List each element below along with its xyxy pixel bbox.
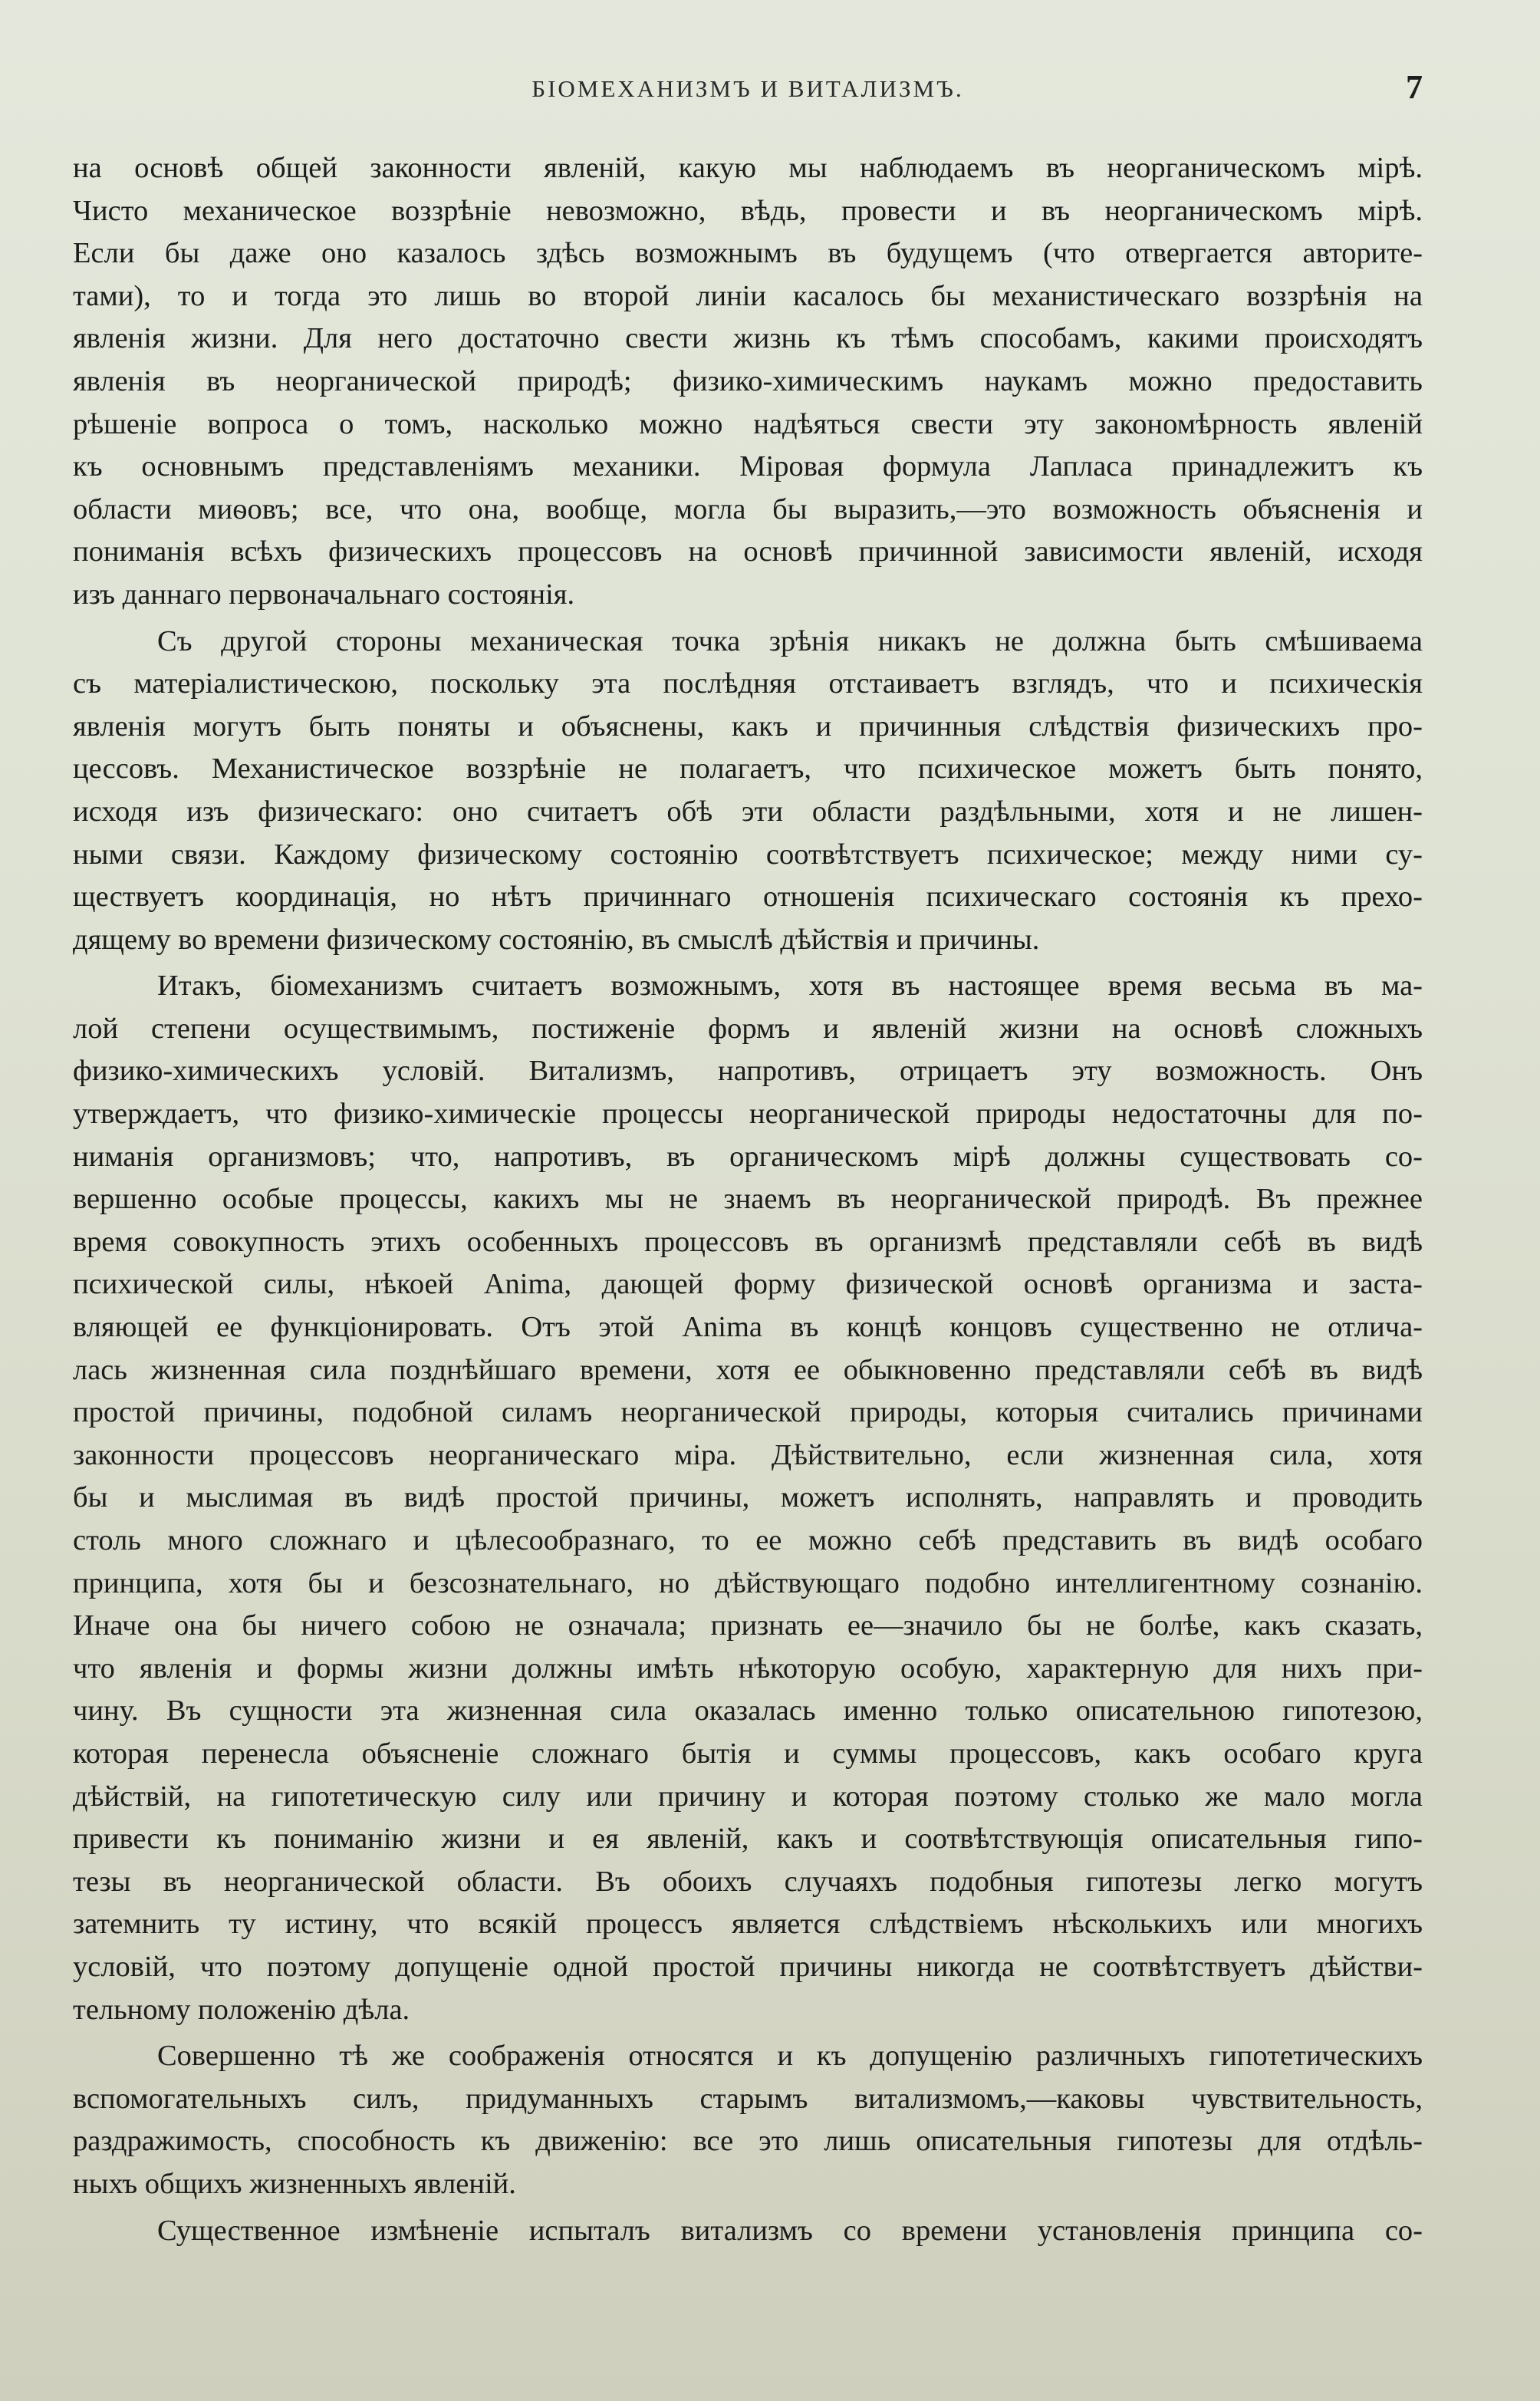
text-line: вершенно особые процессы, какихъ мы не знаемъ въ неорганической природѣ. Въ прежнее: [73, 1183, 1423, 1216]
text-line: Если бы даже оно казалось здѣсь возможнымъ въ будущемъ (что отвергается авторите-: [73, 237, 1423, 270]
text-line: физико-химическихъ условій. Витализмъ, напротивъ, отрицаетъ эту возможность. Онъ: [73, 1055, 1423, 1088]
text-line: ществуетъ координація, но нѣтъ причиннаго отношенія психическаго состоянія къ прехо-: [73, 881, 1423, 914]
text-line: цессовъ. Механистическое воззрѣніе не полагаетъ, что психическое можетъ быть понято,: [73, 753, 1423, 786]
text-line: лой степени осуществимымъ, постиженіе формъ и явленій жизни на основѣ сложныхъ: [73, 1012, 1423, 1045]
text-line: законности процессовъ неорганическаго міра. Дѣйствительно, если жизненная сила, хотя: [73, 1438, 1423, 1471]
text-line: тезы въ неорганической области. Въ обоихъ случаяхъ подобныя гипотезы легко могутъ: [73, 1865, 1423, 1898]
text-line: привести къ пониманію жизни и ея явленій, какъ и соотвѣтствующія описательныя гипо-: [73, 1823, 1423, 1856]
text-line: принципа, хотя бы и безсознательнаго, но дѣйствующаго подобно интеллигентному сознанію.: [73, 1566, 1423, 1599]
text-line: ными связи. Каждому физическому состоянію соотвѣтствуетъ психическое; между ними су-: [73, 838, 1423, 871]
text-line: простой причины, подобной силамъ неорганической природы, которыя считались причинами: [73, 1396, 1423, 1429]
text-line: Иначе она бы ничего собою не означала; признать ее—значило бы не болѣе, какъ сказать,: [73, 1609, 1423, 1642]
text-line: чину. Въ сущности эта жизненная сила оказалась именно только описательною гипотезою,: [73, 1695, 1423, 1727]
paragraph: [73, 621, 1423, 962]
text-line: утверждаетъ, что физико-химическіе процессы неорганической природы недостаточны для по-: [73, 1098, 1423, 1131]
text-line: Совершенно тѣ же соображенія относятся и къ допущенію различныхъ гипотетическихъ: [157, 2040, 1423, 2073]
text-line: на основѣ общей законности явленій, какую мы наблюдаемъ въ неорганическомъ мірѣ.: [73, 152, 1423, 184]
text-line: Съ другой стороны механическая точка зрѣнія никакъ не должна быть смѣшиваема: [157, 624, 1423, 657]
paragraph: [73, 2210, 1423, 2253]
text-line: Итакъ, біомеханизмъ считаетъ возможнымъ, хотя въ настоящее время весьма въ ма-: [157, 970, 1423, 1003]
text-line: области миѳовъ; все, что она, вообще, могла бы выразить,—это возможность объясненія и: [73, 492, 1423, 525]
paragraph: [73, 965, 1423, 2031]
text-line: столь много сложнаго и цѣлесообразнаго, то ее можно себѣ представить въ видѣ особаго: [73, 1524, 1423, 1556]
text-line: рѣшеніе вопроса о томъ, насколько можно надѣяться свести эту закономѣрность явленій: [73, 407, 1423, 440]
text-line: тельному положенію дѣла.: [73, 1993, 410, 2026]
text-line: раздражимость, способность къ движенію: все это лишь описательныя гипотезы для отдѣль-: [73, 2125, 1423, 2158]
text-line: съ матеріалистическою, поскольку эта послѣдняя отстаиваетъ взглядъ, что и психическія: [73, 667, 1423, 700]
text-line: Существенное измѣненіе испыталъ витализмъ со времени установленія принципа со-: [157, 2214, 1423, 2247]
text-line: явленія жизни. Для него достаточно свести жизнь къ тѣмъ способамъ, какими происходятъ: [73, 322, 1423, 355]
text-line: дящему во времени физическому состоянію, въ смыслѣ дѣйствія и причины.: [73, 923, 1040, 956]
text-line: что явленія и формы жизни должны имѣть нѣкоторую особую, характерную для нихъ при-: [73, 1652, 1423, 1685]
text-line: явленія могутъ быть поняты и объяснены, какъ и причинныя слѣдствія физическихъ про-: [73, 710, 1423, 743]
text-line: время совокупность этихъ особенныхъ процессовъ въ организмѣ представляли себѣ въ видѣ: [73, 1225, 1423, 1258]
text-line: лась жизненная сила позднѣйшаго времени, хотя ее обыкновенно представляли себѣ въ видѣ: [73, 1353, 1423, 1386]
body-text: [73, 147, 1423, 2252]
text-line: бы и мыслимая въ видѣ простой причины, можетъ исполнять, направлять и проводить: [73, 1481, 1423, 1514]
text-line: ныхъ общихъ жизненныхъ явленій.: [73, 2167, 516, 2200]
text-line: психической силы, нѣкоей Anima, дающей форму физической основѣ организма и заста-: [73, 1268, 1423, 1301]
text-line: Чисто механическое воззрѣніе невозможно, вѣдь, провести и въ неорганическомъ мірѣ.: [73, 194, 1423, 227]
text-line: затемнить ту истину, что всякій процессъ является слѣдствіемъ нѣсколькихъ или многихъ: [73, 1908, 1423, 1941]
text-line: тами), то и тогда это лишь во второй линіи касалось бы механистическаго воззрѣнія на: [73, 279, 1423, 312]
text-line: дѣйствій, на гипотетическую силу или причину и которая поэтому столько же мало могла: [73, 1780, 1423, 1813]
text-line: вспомогательныхъ силъ, придуманныхъ старымъ витализмомъ,—каковы чувствительность,: [73, 2082, 1423, 2115]
text-line: условій, что поэтому допущеніе одной простой причины никогда не соотвѣтствуетъ дѣйстви-: [73, 1950, 1423, 1983]
page-header: [73, 68, 1423, 114]
paragraph: [73, 147, 1423, 617]
text-line: которая перенесла объясненіе сложнаго бытія и суммы процессовъ, какъ особаго круга: [73, 1737, 1423, 1770]
text-line: пониманія всѣхъ физическихъ процессовъ на основѣ причинной зависимости явленій, исходя: [73, 535, 1423, 568]
text-line: явленія въ неорганической природѣ; физико-химическимъ наукамъ можно предоставить: [73, 364, 1423, 397]
text-line: изъ даннаго первоначальнаго состоянія.: [73, 578, 575, 611]
page-number: 7: [1406, 68, 1423, 106]
text-line: ниманія организмовъ; что, напротивъ, въ органическомъ мірѣ должны существовать со-: [73, 1140, 1423, 1173]
paragraph: [73, 2035, 1423, 2205]
running-title: БІОМЕХАНИЗМЪ И ВИТАЛИЗМЪ.: [531, 75, 964, 102]
text-line: исходя изъ физическаго: оно считаетъ обѣ эти области раздѣльными, хотя и не лишен-: [73, 795, 1423, 828]
text-line: вляющей ее функціонировать. Отъ этой Anima въ концѣ концовъ существенно не отлича-: [73, 1311, 1423, 1344]
text-line: къ основнымъ представленіямъ механики. Міровая формула Лапласа принадлежитъ къ: [73, 450, 1423, 483]
